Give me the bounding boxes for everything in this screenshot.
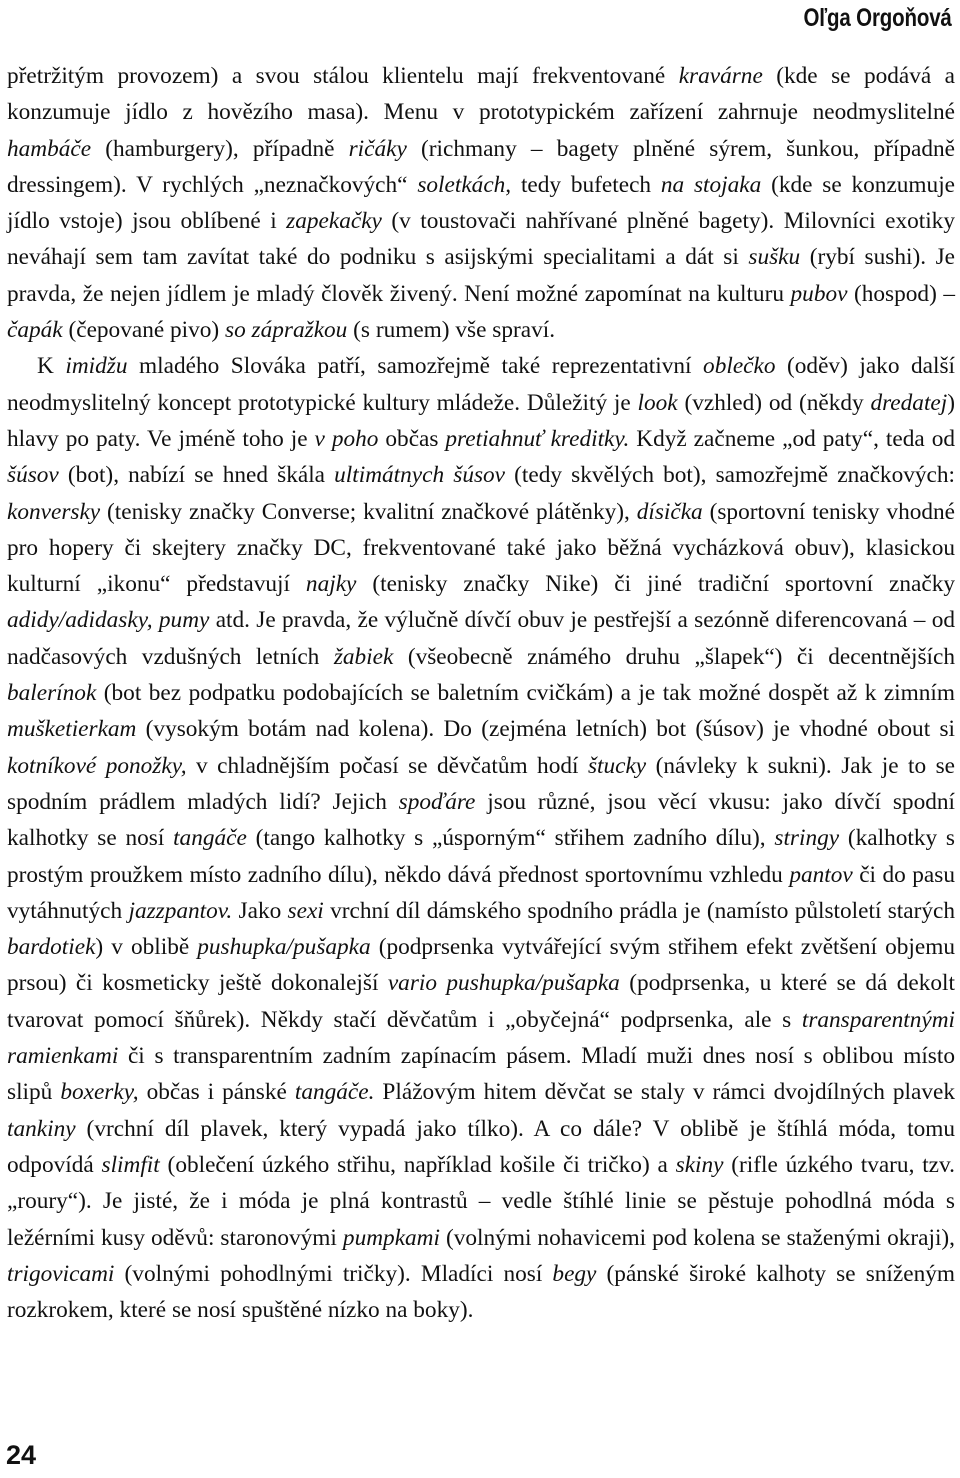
italic-term: balerínok bbox=[7, 680, 97, 707]
running-header-author: Oľga Orgoňová bbox=[803, 4, 952, 32]
italic-term: sexi bbox=[287, 897, 324, 924]
italic-term: tankiny bbox=[7, 1115, 76, 1142]
italic-term: žabiek bbox=[333, 643, 394, 670]
text-run: ) v oblibě bbox=[95, 934, 198, 961]
italic-term: slimfit bbox=[101, 1151, 160, 1178]
text-run: (tedy skvělých bot), samozřejmě značkových: bbox=[505, 462, 955, 489]
italic-term: pubov bbox=[790, 280, 848, 307]
page-number: 24 bbox=[6, 1440, 37, 1470]
italic-term: hambáče bbox=[7, 135, 92, 162]
italic-term: pantov bbox=[789, 861, 853, 888]
text-run: (oblečení úzkého střihu, například košile či tričko) a bbox=[159, 1151, 676, 1178]
text-run: (vzhled) od (někdy bbox=[677, 389, 871, 416]
text-run: přetržitým provozem) a svou stálou klientelu mají frekventované bbox=[7, 63, 679, 89]
text-run: mladého Slováka patří, samozřejmě také reprezentativní bbox=[127, 353, 704, 380]
italic-term: tangáče. bbox=[294, 1079, 375, 1106]
text-run: (sportovní tenisky vhodné pro hopery či skejtery značky DC, frekventované také jako běžná vycházková obuv), klasickou kulturní „ikonu“ představují bbox=[7, 498, 956, 598]
italic-term: transparentnými ramienkami bbox=[7, 1006, 955, 1070]
text-run: občas i pánské bbox=[138, 1079, 295, 1106]
text-run: (hospod) – bbox=[847, 280, 956, 307]
italic-term: begy bbox=[552, 1260, 597, 1287]
text-run: (richmany – bagety plněné sýrem, šunkou, případně dressingem). V rychlých „neznačkových“ bbox=[7, 135, 955, 198]
text-run: (volnými pohodlnými tričky). Mladíci nosí bbox=[114, 1260, 553, 1287]
text-run: (kde se podává a konzumuje jídlo z hovězího masa). Menu v prototypickém zařízení zahrnuje neodmyslitelné bbox=[7, 63, 955, 126]
text-run: ) hlavy po paty. Ve jméně toho je bbox=[7, 389, 955, 452]
text-run: (tenisky značky Nike) či jiné tradiční sportovní značky bbox=[356, 571, 955, 598]
italic-term: so zápražkou bbox=[225, 317, 348, 344]
text-run: v chladnějším počasí se děvčatům hodí bbox=[186, 752, 588, 779]
italic-term: imidžu bbox=[65, 353, 128, 380]
italic-term: bardotiek bbox=[7, 934, 96, 961]
text-run: (vysokým botám nad kolena). Do (zejména letních) bot (šúsov) je vhodné obout si bbox=[136, 716, 955, 743]
italic-term: look bbox=[637, 389, 678, 416]
italic-term: sušku bbox=[748, 244, 801, 271]
italic-term: boxerky, bbox=[60, 1079, 139, 1106]
italic-term: dredatej bbox=[870, 389, 948, 416]
italic-term: konversky bbox=[7, 498, 101, 525]
italic-term: kravárne bbox=[678, 63, 763, 89]
text-run: Když začneme „od paty“, teda od bbox=[629, 425, 955, 452]
italic-term: zapekačky bbox=[286, 208, 382, 235]
text-run: (čepované pivo) bbox=[62, 317, 226, 344]
text-run: (podprsenka, u které se dá dekolt tvarovat pomocí šňůrek). Někdy stačí děvčatům i „obyčejná“ podprsenka, ale s bbox=[7, 970, 956, 1033]
text-run: (s rumem) vše spraví. bbox=[347, 317, 556, 344]
italic-term: čapák bbox=[7, 317, 63, 344]
paragraph bbox=[7, 58, 955, 348]
text-run: (kde se konzumuje jídlo vstoje) jsou oblíbené i bbox=[7, 171, 956, 235]
italic-term: na stojaka bbox=[660, 171, 762, 198]
italic-term: ričáky bbox=[348, 135, 407, 162]
text-run: (v toustovači nahřívané plněné bagety). Milovníci exotiky neváhají sem tam zavítat také do podniku s asijskými specialitami a dát si bbox=[7, 208, 955, 271]
text-run: (tenisky značky Converse; kvalitní značkové plátěnky), bbox=[100, 498, 637, 525]
text-run: (kalhotky s prostým proužkem místo zadního dílu), někdo dává přednost sportovnímu vzhledu bbox=[7, 825, 955, 888]
text-run: (bot), nabízí se hned škála bbox=[58, 462, 335, 489]
text-run: (bot bez podpatku podobajících se baletním cvičkám) a je tak možné dospět až k zimním bbox=[96, 680, 955, 707]
text-run: (rybí sushi). Je pravda, že nejen jídlem je mladý člověk živený. Není možné zapomínat na kulturu bbox=[7, 244, 955, 307]
italic-term: tangáče bbox=[173, 825, 247, 852]
italic-term: štucky bbox=[587, 752, 647, 779]
italic-term: najky bbox=[305, 571, 357, 598]
text-run: (návleky k sukni). Jak je to se spodním prádlem mladých lidí? Jejich bbox=[7, 752, 955, 815]
italic-term: mušketierkam bbox=[7, 716, 137, 743]
text-run: atd. Je pravda, že výlučně dívčí obuv je pestřejší a sezónně diferencovaná – od nadčasových vzdušných letních bbox=[7, 607, 956, 670]
italic-term: v poho bbox=[314, 425, 379, 452]
italic-term: kotníkové ponožky, bbox=[7, 752, 187, 779]
text-run: (vrchní díl plavek, který vypadá jako tílko). A co dále? V oblibě je štíhlá móda, tomu odpovídá bbox=[7, 1115, 955, 1178]
text-run: Jako bbox=[232, 897, 288, 924]
text-run: jsou různé, jsou věcí vkusu: jako dívčí spodní kalhotky se nosí bbox=[7, 788, 955, 852]
italic-term: skiny bbox=[675, 1151, 724, 1178]
text-run: (všeobecně známého druhu „šlapek“) či decentnějších bbox=[393, 643, 956, 670]
text-run: (tango kalhotky s „úsporným“ střihem zadního dílu), bbox=[246, 825, 775, 852]
text-run: či s transparentním zadním zapínacím pásem. Mladí muži dnes nosí s oblibou místo slipů bbox=[7, 1043, 955, 1106]
italic-term: pushupka/pušapka bbox=[197, 934, 371, 961]
text-run: (oděv) jako další neodmyslitelný koncept prototypické kultury mládeže. Důležitý je bbox=[7, 353, 955, 416]
paragraph bbox=[7, 348, 955, 1328]
text-run: (rifle úzkého tvaru, tzv. „roury“). Je jisté, že i móda je plná kontrastů – vedle štíhlé linie se pěstuje pohodlná móda s ležérními kusy oděvů: staronovými bbox=[7, 1151, 955, 1251]
italic-term: pretiahnuť kreditky. bbox=[445, 425, 630, 452]
text-run: občas bbox=[378, 425, 446, 452]
italic-term: šúsov bbox=[7, 462, 59, 489]
text-run: (volnými nohavicemi pod kolena se staženými okraji), bbox=[439, 1224, 955, 1251]
text-run: tedy bufetech bbox=[511, 171, 661, 198]
italic-term: stringy bbox=[774, 825, 840, 852]
text-run: či do pasu vytáhnutých bbox=[7, 861, 955, 924]
body-text bbox=[7, 58, 955, 1328]
text-run: (pánské široké kalhoty se sníženým rozkrokem, které se nosí spuštěné nízko na boky). bbox=[7, 1260, 955, 1324]
italic-term: adidy/adidasky, pumy bbox=[7, 607, 210, 634]
italic-term: oblečko bbox=[703, 353, 776, 380]
italic-term: trigovicami bbox=[7, 1260, 115, 1287]
italic-term: dísička bbox=[636, 498, 703, 525]
italic-term: soletkách, bbox=[417, 171, 512, 198]
text-run: vrchní díl dámského spodního prádla je (namísto půlstoletí starých bbox=[323, 897, 955, 924]
italic-term: jazzpantov. bbox=[128, 897, 233, 924]
text-run: K bbox=[37, 353, 66, 380]
italic-term: vario pushupka/pušapka bbox=[387, 970, 620, 997]
italic-term: pumpkami bbox=[342, 1224, 440, 1251]
italic-term: ultimátnych šúsov bbox=[334, 462, 506, 489]
italic-term: spoďáre bbox=[398, 788, 476, 815]
text-run: Plážovým hitem děvčat se staly v rámci dvojdílných plavek bbox=[374, 1079, 955, 1106]
text-run: (podprsenka vytvářející svým střihem efekt zvětšení objemu prsou) či kosmeticky ještě dokonalejší bbox=[7, 934, 955, 997]
text-run: (hamburgery), případně bbox=[91, 135, 349, 162]
